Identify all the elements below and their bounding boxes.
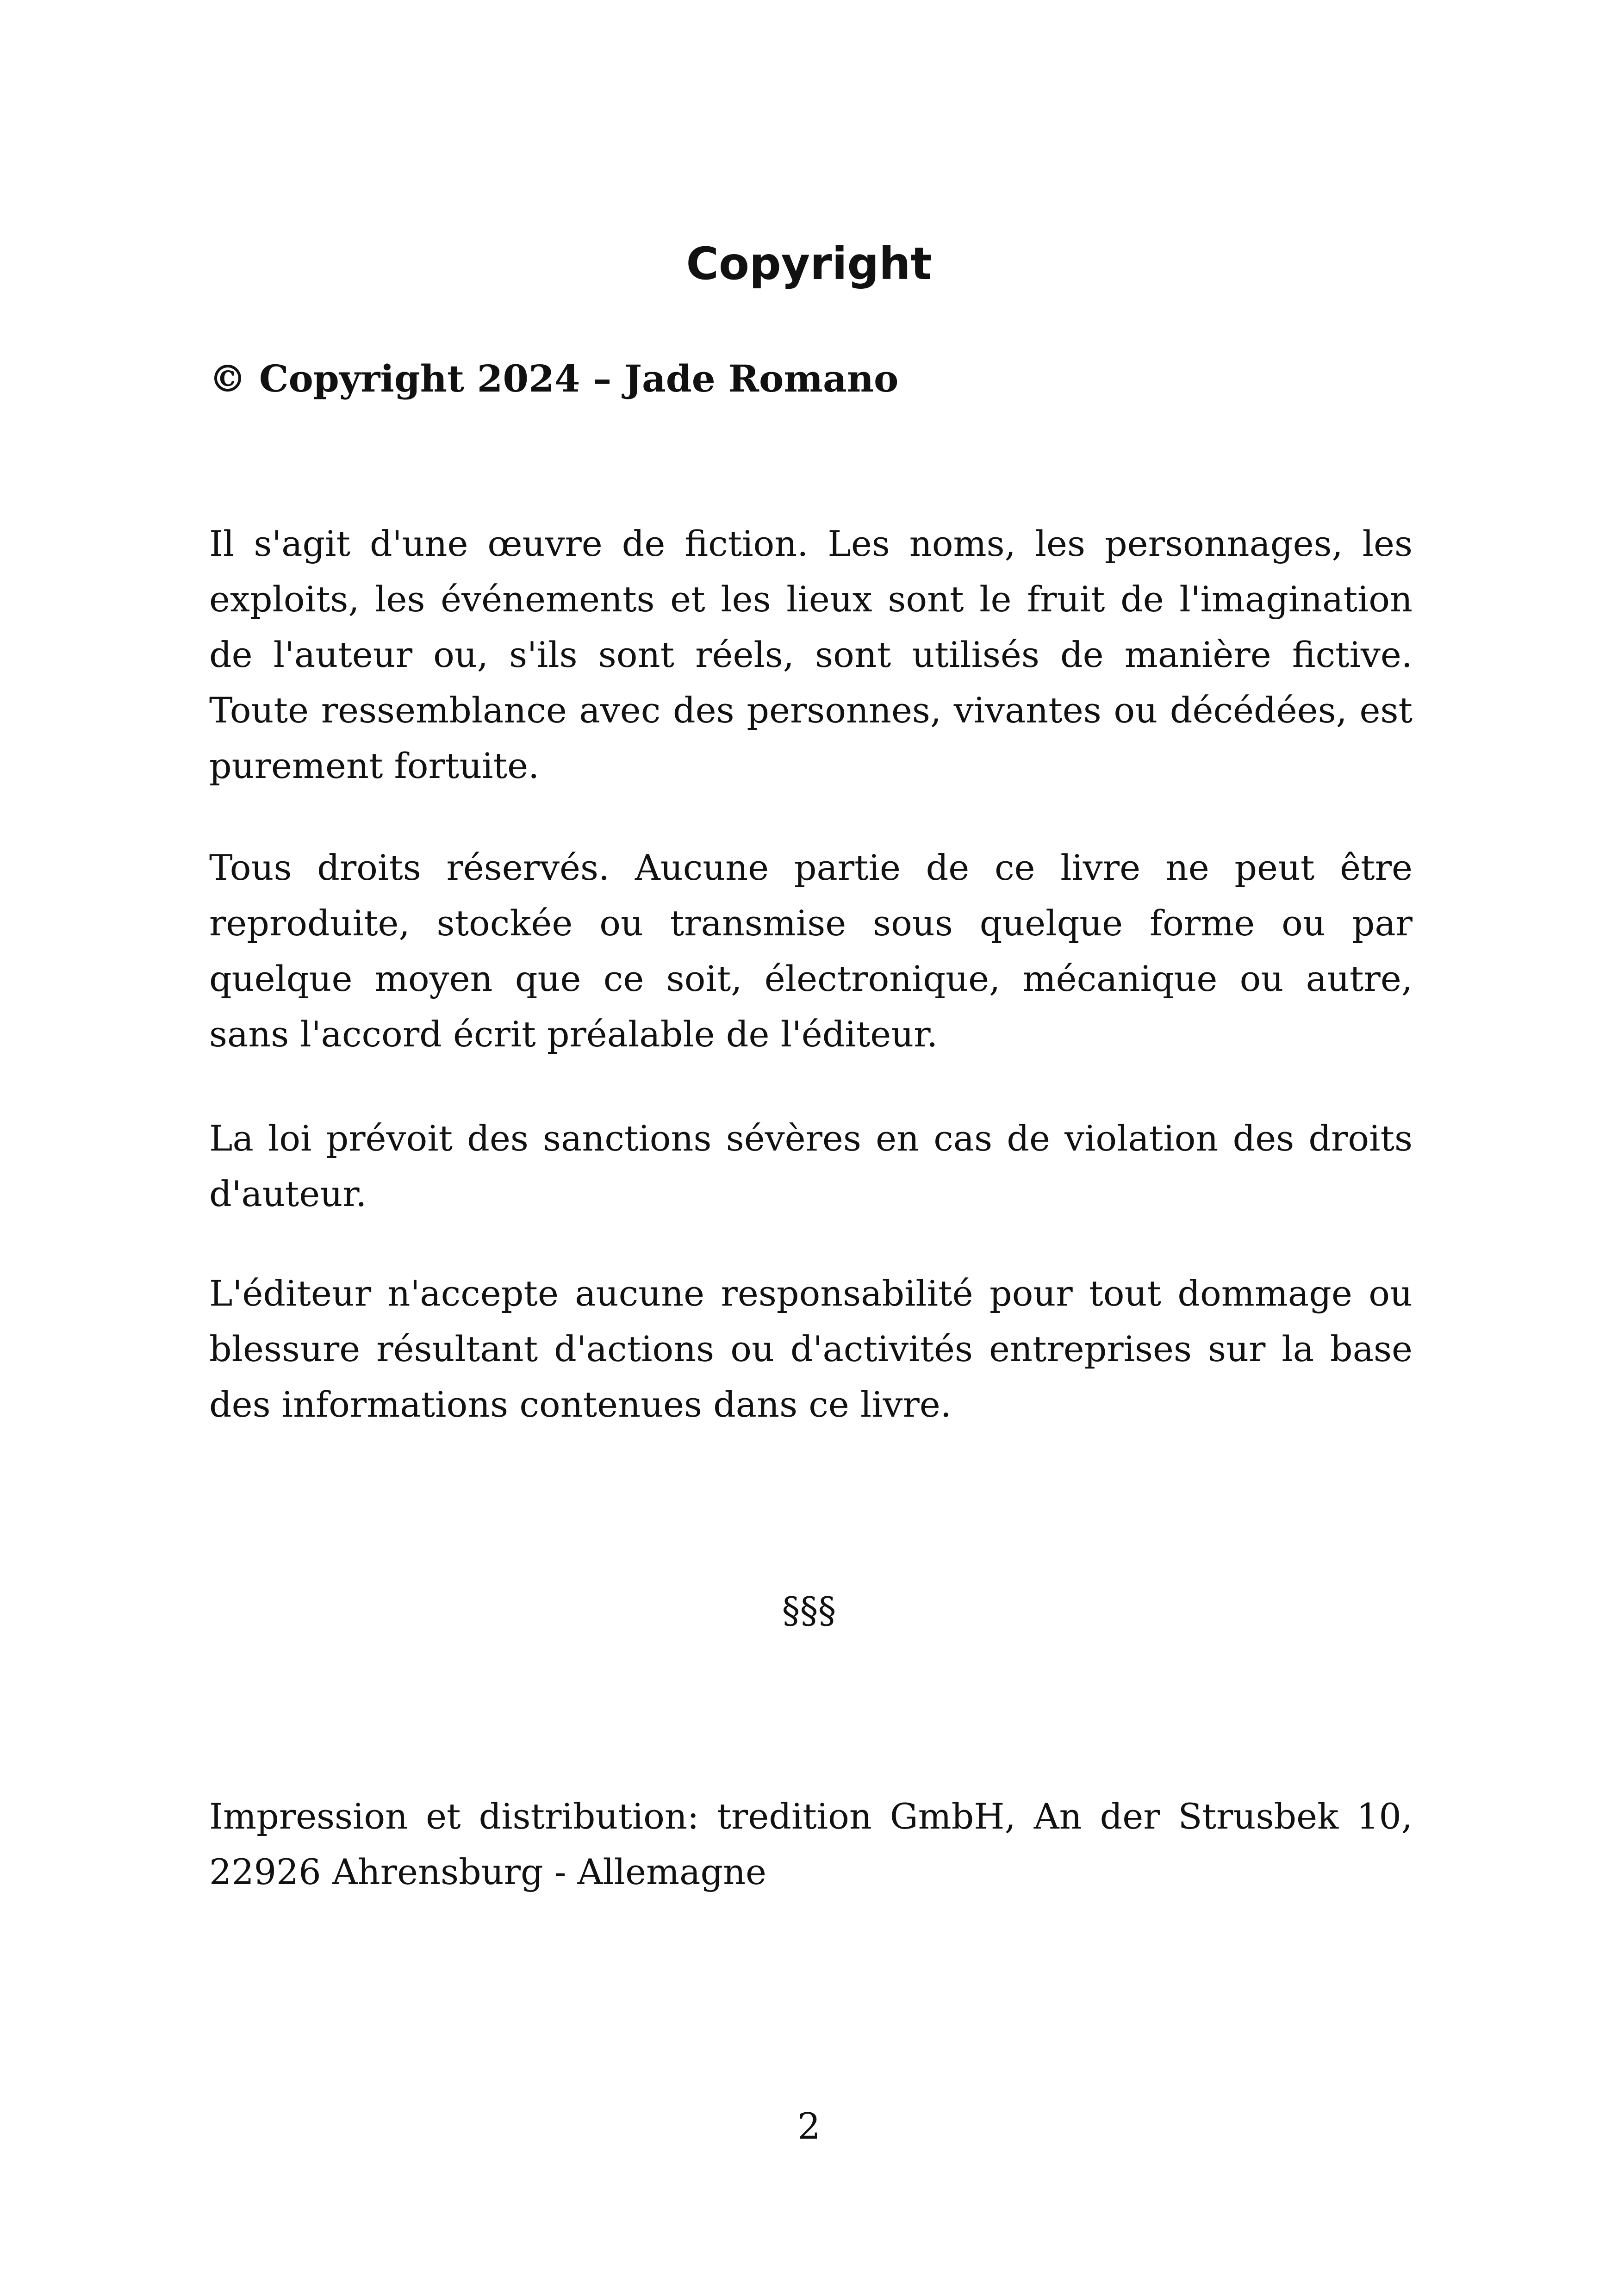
page-number: 2 bbox=[797, 2106, 821, 2147]
fiction-disclaimer-paragraph: Il s'agit d'une œuvre de fiction. Les noms, les personnages, les exploits, les événements et les lieux sont le fruit de l'imagination de l'auteur ou, s'ils sont réels, sont utilisés de manière fictive. Toute ressemblance avec des personnes, vivantes ou décédées, est purement fortuite. bbox=[209, 523, 1413, 786]
section-ornament: §§§ bbox=[782, 1590, 836, 1631]
page-title: Copyright bbox=[686, 238, 932, 290]
imprint-paragraph: Impression et distribution: tredition GmbH, An der Strusbek 10, 22926 Ahrensburg - Allemagne bbox=[209, 1796, 1413, 1892]
sanctions-paragraph: La loi prévoit des sanctions sévères en cas de violation des droits d'auteur. bbox=[209, 1118, 1413, 1214]
liability-paragraph: L'éditeur n'accepte aucune responsabilité pour tout dommage ou blessure résultant d'actions ou d'activités entreprises sur la base des informations contenues dans ce livre. bbox=[209, 1273, 1413, 1425]
rights-reserved-paragraph: Tous droits réservés. Aucune partie de ce livre ne peut être reproduite, stockée ou transmise sous quelque forme ou par quelque moyen que ce soit, électronique, mécanique ou autre, sans l'accord écrit préalable de l'éditeur. bbox=[209, 847, 1413, 1055]
copyright-line: © Copyright 2024 – Jade Romano bbox=[209, 357, 899, 400]
